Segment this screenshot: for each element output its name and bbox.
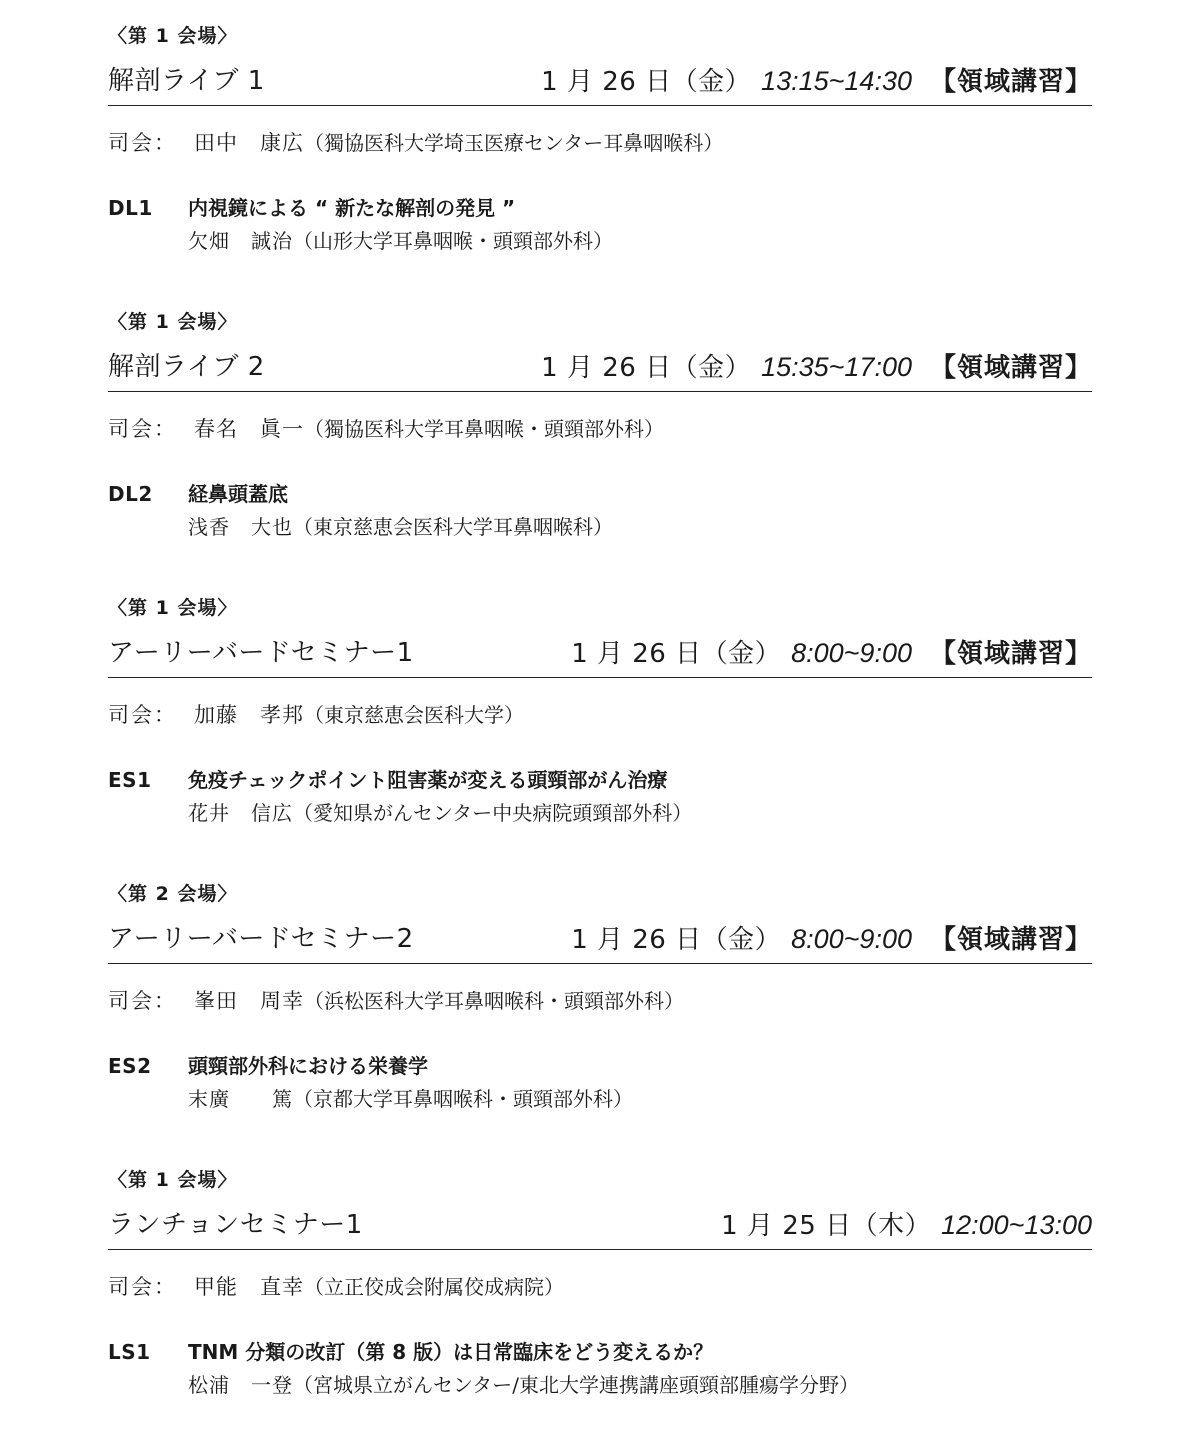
speaker-affiliation: （宮城県立がんセンター/東北大学連携講座頭頸部腫瘍学分野） <box>293 1373 859 1397</box>
session-schedule <box>541 347 1092 388</box>
lecture-title: 経鼻頭蓋底 <box>188 482 288 506</box>
session-header <box>108 61 1092 106</box>
chair-name: 峯田 周幸 <box>194 989 304 1013</box>
speaker-affiliation: （愛知県がんセンター中央病院頭頸部外科） <box>293 801 693 825</box>
chair-label: 司会： <box>108 417 177 441</box>
lecture-code: ES1 <box>108 768 152 792</box>
chair-name: 春名 眞一 <box>194 417 304 441</box>
chair-line <box>108 1272 564 1302</box>
speaker-name: 欠畑 誠治 <box>188 229 293 253</box>
session-time: 8:00~9:00 <box>791 924 912 954</box>
lecture-title: TNM 分類の改訂（第 8 版）は日常臨床をどう変えるか？ <box>188 1340 714 1364</box>
venue-label: 〈第 2 会場〉 <box>108 883 238 905</box>
venue-label: 〈第 1 会場〉 <box>108 597 238 619</box>
chair-label: 司会： <box>108 703 177 727</box>
session-time: 8:00~9:00 <box>791 638 912 668</box>
lecture-title: 免疫チェックポイント阻害薬が変える頭頸部がん治療 <box>188 768 668 792</box>
chair-affiliation: （獨協医科大学埼玉医療センター耳鼻咽喉科） <box>304 131 724 155</box>
chair-line <box>108 414 664 444</box>
speaker-affiliation: （京都大学耳鼻咽喉科・頭頸部外科） <box>293 1087 633 1111</box>
session-header <box>108 347 1092 392</box>
chair-affiliation: （浜松医科大学耳鼻咽喉科・頭頸部外科） <box>304 989 684 1013</box>
session-title: アーリーバードセミナー1 <box>108 638 414 668</box>
lecture-title: 内視鏡による “ 新たな解剖の発見 ” <box>188 196 516 220</box>
chair-name: 田中 康広 <box>194 131 304 155</box>
chair-label: 司会： <box>108 989 177 1013</box>
venue-label: 〈第 1 会場〉 <box>108 1169 238 1191</box>
speaker-affiliation: （山形大学耳鼻咽喉・頭頸部外科） <box>293 229 613 253</box>
chair-affiliation: （立正佼成会附属佼成病院） <box>304 1275 564 1299</box>
session-tag: 【領域講習】 <box>929 67 1092 97</box>
session-header <box>108 1205 1092 1250</box>
session-time: 15:35~17:00 <box>761 352 912 382</box>
chair-label: 司会： <box>108 131 177 155</box>
speaker-name: 浅香 大也 <box>188 515 293 539</box>
session-schedule <box>721 1205 1092 1246</box>
speaker-name: 花井 信広 <box>188 801 293 825</box>
lecture-speaker <box>188 1085 633 1113</box>
session-header <box>108 633 1092 678</box>
session-title: ランチョンセミナー1 <box>108 1210 363 1240</box>
lecture-speaker <box>188 513 613 541</box>
session-schedule <box>571 919 1092 960</box>
lecture-code: ES2 <box>108 1054 152 1078</box>
lecture-code: LS1 <box>108 1340 151 1364</box>
lecture-code: DL2 <box>108 482 153 506</box>
chair-line <box>108 986 684 1016</box>
session-tag: 【領域講習】 <box>929 353 1092 383</box>
session-schedule <box>541 61 1092 102</box>
speaker-name: 松浦 一登 <box>188 1373 293 1397</box>
chair-name: 甲能 直幸 <box>194 1275 304 1299</box>
session-date: 1 月 26 日（金） <box>541 353 752 383</box>
lecture-code: DL1 <box>108 196 153 220</box>
lecture-speaker <box>188 227 613 255</box>
chair-affiliation: （獨協医科大学耳鼻咽喉・頭頸部外科） <box>304 417 664 441</box>
chair-name: 加藤 孝邦 <box>194 703 304 727</box>
session-date: 1 月 25 日（木） <box>721 1211 932 1241</box>
chair-label: 司会： <box>108 1275 177 1299</box>
venue-label: 〈第 1 会場〉 <box>108 25 238 47</box>
session-title: アーリーバードセミナー2 <box>108 924 414 954</box>
session-date: 1 月 26 日（金） <box>571 639 782 669</box>
session-time: 12:00~13:00 <box>941 1210 1092 1240</box>
session-date: 1 月 26 日（金） <box>571 925 782 955</box>
venue-label: 〈第 1 会場〉 <box>108 311 238 333</box>
session-header <box>108 919 1092 964</box>
session-title: 解剖ライブ 2 <box>108 352 265 382</box>
speaker-affiliation: （東京慈恵会医科大学耳鼻咽喉科） <box>293 515 613 539</box>
session-date: 1 月 26 日（金） <box>541 67 752 97</box>
session-time: 13:15~14:30 <box>761 66 912 96</box>
session-tag: 【領域講習】 <box>929 925 1092 955</box>
speaker-name: 末廣 篤 <box>188 1087 293 1111</box>
chair-line <box>108 128 723 158</box>
lecture-title: 頭頸部外科における栄養学 <box>188 1054 428 1078</box>
session-schedule <box>571 633 1092 674</box>
session-title: 解剖ライブ 1 <box>108 66 265 96</box>
chair-affiliation: （東京慈恵会医科大学） <box>304 703 524 727</box>
session-tag: 【領域講習】 <box>929 639 1092 669</box>
lecture-speaker <box>188 799 692 827</box>
chair-line <box>108 700 524 730</box>
lecture-speaker <box>188 1371 859 1399</box>
